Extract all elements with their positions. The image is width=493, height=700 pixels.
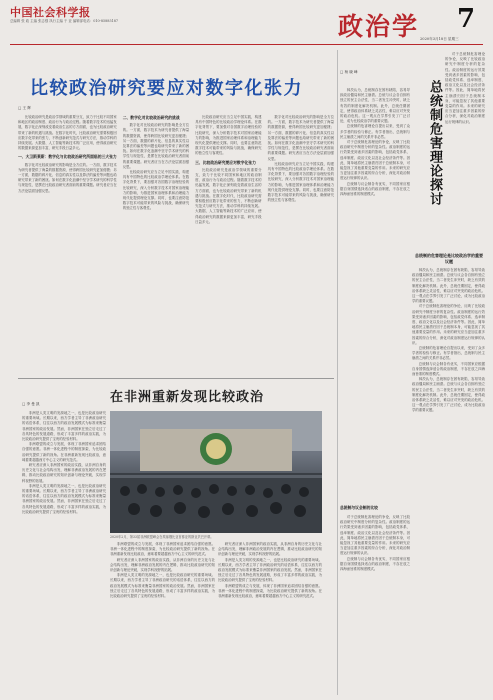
right-article-paragraph: 总统制与议会制各有优劣，不同国家应根据自身国情选择适合的政治制度，不存在放之四海而皆准的制度模式。 <box>340 181 410 197</box>
article2-paragraph: 研究者应深入非洲国家的政治实践，从非洲自身的历史文化与社会结构出发，理解非洲政治发展的内在逻辑，推动比较政治研究的知识创新与理论突破，实现学科视野的拓展。 <box>218 542 322 557</box>
article1-column <box>18 115 117 375</box>
masthead-info: 总编辑 张 政 主编 张志强 执行主编 于 亚 编辑部电话：010-85885187 <box>10 19 119 23</box>
article2-paragraph: 非洲是人类文明的发源地之一，也是比较政治研究的重要场域。长期以来，西方学者主导了非洲政治研究的话语体系，往往以西方的政治发展模式为标准来衡量非洲国家的政治发展。然而，非洲国家在独立后走过了各具特色的发展道路，形成了丰富多样的政治实践，为比较政治研究提供了宝贵的经验材料。 <box>22 411 106 442</box>
right-article-paragraph: 总统制的危害理论自提出以来，受到了众多学者的检验与修正。有学者指出，总统制与民主崩溃之间的关系并非必然。 <box>340 124 410 139</box>
pull-quote: 总统制的危害理论是比较政治学的重要议题 <box>415 253 483 264</box>
right-article-paragraph: 林茨认为，总统制存在固有缺陷，容易导致政治僵局和民主崩溃。总统与议会各自拥有独立的民主合法性，当二者发生冲突时，缺乏有效的制度化解决机制。此外，总统任期固定，使得政治体系缺乏灵活性，难以应对突发的政治危机。这一观点在学界引发了广泛讨论，成为比较政治学的重要议题。 <box>412 268 485 304</box>
article1-paragraph: 比较政治研究应当立足中国实践，构建具有中国特色的比较政治学理论体系。在数字化背景下，要加强对各国数字治理经验的比较研究，深入分析数字技术对国家治理能力的影响，为推进国家治理体系和治理能力现代化提供理论支撑。同时，也要注意防范数字技术可能带来的风险与挑战，确保研究的独立性与客观性。 <box>267 161 334 203</box>
summit-photo <box>110 411 322 533</box>
right-article-paragraph: 林茨认为，总统制存在固有缺陷，容易导致政治僵局和民主崩溃。总统与议会各自拥有独立的民主合法性，当二者发生冲突时，缺乏有效的制度化解决机制。此外，总统任期固定，使得政治体系缺乏灵活性，难以应对突发的政治危机。这一观点在学界引发了广泛讨论，成为比较政治学的重要议题。 <box>412 377 485 413</box>
article2-column <box>22 411 106 691</box>
article2-column <box>110 542 215 692</box>
right-article-paragraph: 总统制与议会制各有优劣，不同国家应根据自身国情选择适合的政治制度，不存在放之四海而皆准的制度模式。 <box>340 556 410 572</box>
article2-paragraph: 非洲是人类文明的发源地之一，也是比较政治研究的重要场域。长期以来，西方学者主导了非洲政治研究的话语体系，往往以西方的政治发展模式为标准来衡量非洲国家的政治发展。然而，非洲国家在独立后走过了各具特色的发展道路，形成了丰富多样的政治实践，为比较政治研究提供了宝贵的经验材料。 <box>22 483 106 514</box>
article2-paragraph: 非洲联盟的成立与发展，体现了非洲国家追求团结自强的意愿。非洲一体化进程中的制度探索，为比较政治研究提供了新的视角。在非洲重新发现比较政治，意味着要超越西方中心主义的研究范式。 <box>218 583 322 599</box>
right-article-paragraph: 林茨认为，总统制存在固有缺陷，容易导致政治僵局和民主崩溃。总统与议会各自拥有独立的民主合法性，当二者发生冲突时，缺乏有效的制度化解决机制。此外，总统任期固定，使得政治体系缺乏灵活性，难以应对突发的政治危机。这一观点在学界引发了广泛讨论，成为比较政治学的重要议题。 <box>340 88 410 124</box>
article2-paragraph: 非洲联盟的成立与发展，体现了非洲国家追求团结自强的意愿。非洲一体化进程中的制度探索，为比较政治研究提供了新的视角。在非洲重新发现比较政治，意味着要超越西方中心主义的研究范式。 <box>110 542 215 557</box>
right-article-paragraph: 对于总统制危害理论的争论，反映了比较政治研究中制度分析的复杂性。政治制度的运行效果受到诸多因素的影响，包括政党体系、选举制度、政治文化以及社会经济条件等。因此，简单地将民主崩溃归因于总统制本身，可能忽视了其他重要变量的作用。未来的研究应当更加注重多因素的综合分析，深化对政治制度运行规律的认识。 <box>445 52 485 124</box>
article1-subhead: 一、大卫斯莱斯：数字化与比较政治研究所面临的三大张力 <box>18 154 117 160</box>
article1-column <box>268 115 334 375</box>
article1-column <box>195 115 261 375</box>
article1-paragraph: 比较政治研究应当立足中国实践，构建具有中国特色的比较政治学理论体系。在数字化背景下，要加强对各国数字治理经验的比较研究，深入分析数字技术对国家治理能力的影响，为推进国家治理体系和治理能力现代化提供理论支撑。同时，也要注意防范数字技术可能带来的风险与挑战，确保研究的独立性与客观性。 <box>122 170 190 211</box>
article2-byline: □ 李 曼 凯 <box>22 402 40 406</box>
article2-headline: 在非洲重新发现比较政治 <box>110 390 265 405</box>
article1-column <box>123 115 189 375</box>
right-article-paragraph: 总统制与议会制各有优劣，不同国家应根据自身国情选择适合的政治制度，不存在放之四海而皆准的制度模式。 <box>412 361 485 377</box>
article-divider <box>18 378 334 379</box>
article2-paragraph: 非洲联盟的成立与发展，体现了非洲国家追求团结自强的意愿。非洲一体化进程中的制度探索，为比较政治研究提供了新的视角。在非洲重新发现比较政治，意味着要超越西方中心主义的研究范式。 <box>22 442 106 462</box>
right-article-subhead: 总统制与议会制的比较 <box>340 505 378 510</box>
right-article-paragraph: 对于总统制危害理论的争论，反映了比较政治研究中制度分析的复杂性。政治制度的运行效果受到诸多因素的影响，包括政党体系、选举制度、政治文化以及社会经济条件等。因此，简单地将民主崩溃归因于总统制本身，可能忽视了其他重要变量的作用。未来的研究应当更加注重多因素的综合分析，深化对政治制度运行规律的认识。 <box>340 515 410 556</box>
article1-subhead: 三、比较政治研究要应对数字化张力 <box>195 159 256 165</box>
right-article-column <box>340 88 410 508</box>
photo-caption: 2020年2月，第33届非洲联盟峰会在埃塞俄比亚首都亚的斯亚贝巴开幕。 <box>110 535 214 539</box>
right-article-column <box>445 52 485 242</box>
article2-paragraph: 非洲是人类文明的发源地之一，也是比较政治研究的重要场域。长期以来，西方学者主导了非洲政治研究的话语体系，往往以西方的政治发展模式为标准来衡量非洲国家的政治发展。然而，非洲国家在独立后走过了各具特色的发展道路，形成了丰富多样的政治实践，为比较政治研究提供了宝贵的经验材料。 <box>218 557 322 583</box>
article1-paragraph: 比较政治研究是政治学领域的重要分支，致力于比较不同国家和地区的政治制度、政治行为与政治过程。随着数字技术的迅猛发展，数字化正深刻改变着政治生活的方方面面，也为比较政治研究带来了新的机遇与挑战。在数字化时代，比较政治研究需要积极回应数字化带来的张力，不断创新研究范式与研究方法，推动学科的持续发展。大数据、人工智能等新技术的广泛应用，使得政治研究的数据来源更加丰富，研究手段日益多元。 <box>18 115 117 151</box>
article2-column <box>218 542 322 692</box>
right-article-headline: 总统制危害理论探讨 <box>427 80 442 206</box>
article1-subhead: 二、数字化对比较政治研究的挑战 <box>122 115 180 120</box>
right-article-column <box>340 515 410 695</box>
article1-paragraph: 比较政治研究是政治学领域的重要分支，致力于比较不同国家和地区的政治制度、政治行为与政治过程。随着数字技术的迅猛发展，数字化正深刻改变着政治生活的方方面面，也为比较政治研究带来了新的机遇与挑战。在数字化时代，比较政治研究需要积极回应数字化带来的张力，不断创新研究范式与研究方法，推动学科的持续发展。大数据、人工智能等新技术的广泛应用，使得政治研究的数据来源更加丰富，研究手段日益多元。 <box>195 167 262 224</box>
article1-byline: □ 王 辉 <box>18 106 31 110</box>
right-article-paragraph: 对于总统制危害理论的争论，反映了比较政治研究中制度分析的复杂性。政治制度的运行效果受到诸多因素的影响，包括政党体系、选举制度、政治文化以及社会经济条件等。因此，简单地将民主崩溃归因于总统制本身，可能忽视了其他重要变量的作用。未来的研究应当更加注重多因素的综合分析，深化对政治制度运行规律的认识。 <box>412 304 485 345</box>
right-article-paragraph: 总统制的危害理论自提出以来，受到了众多学者的检验与修正。有学者指出，总统制与民主崩溃之间的关系并非必然。 <box>412 346 485 361</box>
article1-body <box>18 115 334 375</box>
article1-paragraph: 数字化对比较政治研究的影响是全方位的。一方面，数字技术为研究者提供了海量的数据资源，使得跨国比较研究更加便捷；另一方面，数据的碎片化、信息的真实性以及算法的偏差等问题也给研究带来了新的困扰。如何在数字化浪潮中坚守学术研究的科学性与规范性，是摆在比较政治研究者面前的重要课题。研究者应当在方法论层面加强反思。 <box>18 162 117 193</box>
section-name: 政治学 <box>338 12 420 41</box>
column-divider <box>337 50 338 695</box>
article1-paragraph: 数字化对比较政治研究的影响是全方位的。一方面，数字技术为研究者提供了海量的数据资源，使得跨国比较研究更加便捷；另一方面，数据的碎片化、信息的真实性以及算法的偏差等问题也给研究带来了新的困扰。如何在数字化浪潮中坚守学术研究的科学性与规范性，是摆在比较政治研究者面前的重要课题。研究者应当在方法论层面加强反思。 <box>122 123 190 169</box>
article1-paragraph: 数字化对比较政治研究的影响是全方位的。一方面，数字技术为研究者提供了海量的数据资源，使得跨国比较研究更加便捷；另一方面，数据的碎片化、信息的真实性以及算法的偏差等问题也给研究带来了新的困扰。如何在数字化浪潮中坚守学术研究的科学性与规范性，是摆在比较政治研究者面前的重要课题。研究者应当在方法论层面加强反思。 <box>267 115 334 161</box>
summit-photo-graphic <box>110 411 322 533</box>
right-article-byline: □ 杨 晓 峰 <box>340 70 358 74</box>
right-article-paragraph: 对于总统制危害理论的争论，反映了比较政治研究中制度分析的复杂性。政治制度的运行效果受到诸多因素的影响，包括政党体系、选举制度、政治文化以及社会经济条件等。因此，简单地将民主崩溃归因于总统制本身，可能忽视了其他重要变量的作用。未来的研究应当更加注重多因素的综合分析，深化对政治制度运行规律的认识。 <box>340 140 410 181</box>
article1-paragraph: 比较政治研究应当立足中国实践，构建具有中国特色的比较政治学理论体系。在数字化背景下，要加强对各国数字治理经验的比较研究，深入分析数字技术对国家治理能力的影响，为推进国家治理体系和治理能力现代化提供理论支撑。同时，也要注意防范数字技术可能带来的风险与挑战，确保研究的独立性与客观性。 <box>195 115 262 156</box>
masthead-rule <box>10 44 483 45</box>
masthead-logo: 中国社会科学报 <box>10 6 91 19</box>
article1-headline: 比较政治研究要应对数字化张力 <box>30 78 303 99</box>
page-number: 7 <box>457 4 476 34</box>
article2-paragraph: 研究者应深入非洲国家的政治实践，从非洲自身的历史文化与社会结构出发，理解非洲政治发展的内在逻辑，推动比较政治研究的知识创新与理论突破，实现学科视野的拓展。 <box>110 557 215 573</box>
article2-paragraph: 研究者应深入非洲国家的政治实践，从非洲自身的历史文化与社会结构出发，理解非洲政治发展的内在逻辑，推动比较政治研究的知识创新与理论突破，实现学科视野的拓展。 <box>22 463 106 483</box>
right-article-column <box>412 268 485 695</box>
issue-date: 2020年3月18日 星期三 <box>420 37 459 41</box>
article2-paragraph: 非洲是人类文明的发源地之一，也是比较政治研究的重要场域。长期以来，西方学者主导了非洲政治研究的话语体系，往往以西方的政治发展模式为标准来衡量非洲国家的政治发展。然而，非洲国家在独立后走过了各具特色的发展道路，形成了丰富多样的政治实践，为比较政治研究提供了宝贵的经验材料。 <box>110 573 215 599</box>
